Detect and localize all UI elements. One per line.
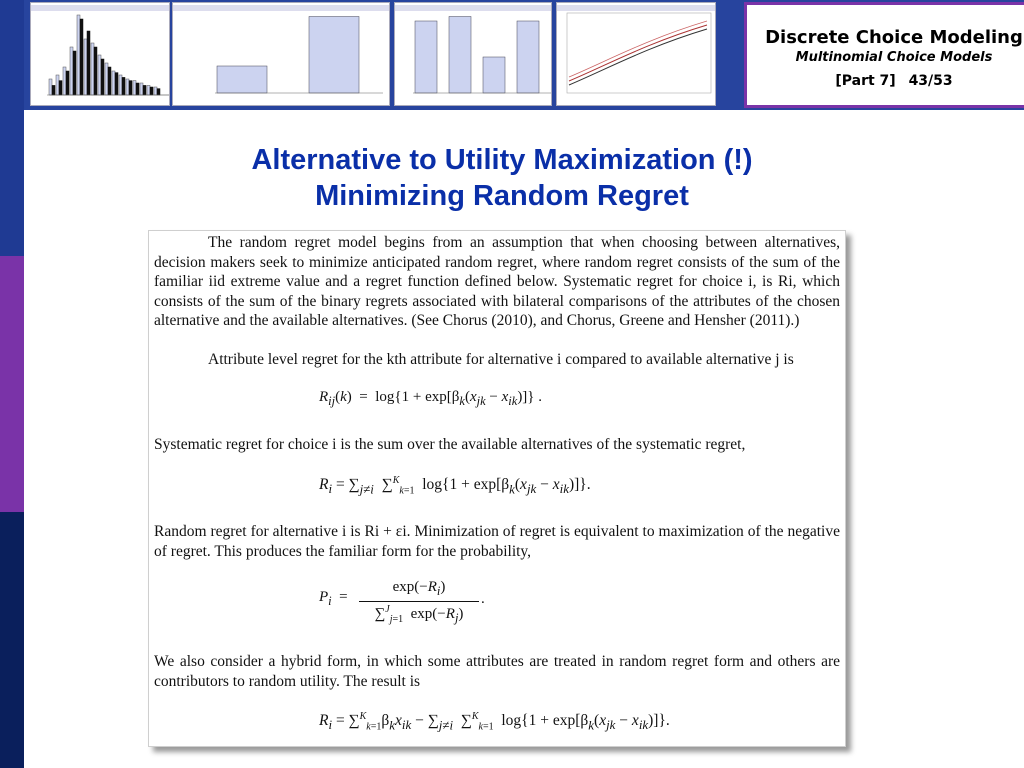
histogram-bar-light xyxy=(77,15,80,95)
histogram-bar-light xyxy=(63,67,66,95)
line-series xyxy=(569,29,707,85)
histogram-bar-dark xyxy=(122,77,125,95)
histogram-bar-dark xyxy=(143,85,146,95)
histogram-thumbnail xyxy=(30,2,170,106)
bar-chart-2-bar xyxy=(517,21,539,93)
header-band xyxy=(24,0,1024,110)
paragraph-random-regret: Random regret for alternative i is Ri + εi. Minimization of regret is equivalent to maximization of the negative of regret. This produces the familiar form for the probability, xyxy=(154,523,840,560)
left-stripe-blue xyxy=(0,0,24,256)
part-label: [Part 7] xyxy=(835,73,896,89)
thumbnail-title-bar xyxy=(31,5,169,11)
histogram-bar-dark xyxy=(52,85,55,95)
bar-chart-2-bar xyxy=(415,21,437,93)
histogram-bar-light xyxy=(133,81,136,95)
histogram-bar-light xyxy=(126,79,129,95)
line-series xyxy=(569,21,707,77)
bar-chart-1 xyxy=(173,3,389,105)
histogram-bar-dark xyxy=(66,71,69,95)
line-series xyxy=(569,25,707,81)
page-indicator xyxy=(747,73,1024,89)
histogram-bar-dark xyxy=(157,89,160,95)
histogram-bar-dark xyxy=(73,51,76,95)
bar-chart-2-bar xyxy=(449,17,471,94)
histogram-bar-dark xyxy=(59,81,62,95)
plot-frame xyxy=(567,13,711,93)
histogram-bar-dark xyxy=(136,83,139,95)
course-title-box xyxy=(744,2,1024,108)
course-title: Discrete Choice Modeling xyxy=(765,27,1023,48)
histogram-bar-light xyxy=(154,87,157,95)
bar-chart-thumbnail-2 xyxy=(394,2,552,106)
histogram-bar-light xyxy=(56,75,59,95)
histogram-bar-dark xyxy=(150,87,153,95)
slide-title xyxy=(150,142,854,214)
histogram-bar-dark xyxy=(129,81,132,95)
histogram-bar-dark xyxy=(87,31,90,95)
slide-title-line1: Alternative to Utility Maximization (!) xyxy=(251,144,753,176)
equation-attribute-regret: $R_{ij}(k) = \log\{1 + \exp[\beta_k(x_{jk} - x_{ik})]\}$ . xyxy=(319,389,543,408)
equation-hybrid: $R_i = \sum^K_{k=1}\beta_kx_{ik} - \sum_{j\ne i}$ ∑$^K_{k=1}$ $\log\{1 + \exp[\beta_k(x_{jk} - x_{ik})]\}$. xyxy=(319,711,670,733)
histogram-bar-dark xyxy=(94,47,97,95)
thumbnail-title-bar xyxy=(173,5,389,11)
equation-probability: $P_i$ = xyxy=(319,589,348,608)
fraction-bar xyxy=(359,601,479,602)
histogram-bar-light xyxy=(140,83,143,95)
left-stripe-navy xyxy=(0,512,24,768)
histogram-bar-light xyxy=(98,55,101,95)
histogram-bar-light xyxy=(119,75,122,95)
course-subtitle: Multinomial Choice Models xyxy=(795,50,993,65)
histogram-chart xyxy=(31,3,169,105)
line-plot xyxy=(557,3,715,105)
paragraph-systematic-regret: Systematic regret for choice i is the sum over the available alternatives of the systematic regret, xyxy=(154,436,746,453)
paragraph-intro: The random regret model begins from an assumption that when choosing between alternatives, decision makers seek to minimize anticipated random regret, where random regret consists of the sum of the familiar iid extreme value and a regret function defined below. Systematic regret for choice i, is Ri, which consists of the sum of the binary regrets associated with bilateral comparisons of the attributes of the chosen alternative and the available alternatives. (See Chorus (2010), and Chorus, Greene and Hensher (2011).) xyxy=(154,234,840,329)
thumbnail-title-bar xyxy=(557,5,715,11)
equation-systematic-regret: $R_i = \sum_{j\ne i}$ ∑$^K_{k=1}$ $\log\{1 + \exp[\beta_k(x_{jk} - x_{ik})]\}$. xyxy=(319,475,591,497)
histogram-bar-dark xyxy=(108,67,111,95)
document-excerpt xyxy=(148,230,846,747)
equation-end-period: . xyxy=(481,591,485,607)
histogram-bar-dark xyxy=(115,73,118,95)
slide-title-line2: Minimizing Random Regret xyxy=(315,180,689,212)
histogram-bar-light xyxy=(91,43,94,95)
fraction-denominator: ∑$^J_{j=1}$ $\exp(-R_j)$ xyxy=(374,604,464,625)
bar-chart-1-bar xyxy=(217,66,267,93)
histogram-bar-dark xyxy=(101,59,104,95)
histogram-bar-light xyxy=(105,63,108,95)
fraction-numerator: $\exp(-R_i)$ xyxy=(392,579,446,598)
paragraph-attribute-regret: Attribute level regret for the kth attribute for alternative i compared to available alternative j is xyxy=(208,351,794,368)
equation-probability-fraction xyxy=(359,579,479,626)
histogram-bar-light xyxy=(84,39,87,95)
line-plot-thumbnail xyxy=(556,2,716,106)
histogram-bar-dark xyxy=(80,19,83,95)
bar-chart-2-bar xyxy=(483,57,505,93)
histogram-bar-light xyxy=(147,85,150,95)
histogram-bar-light xyxy=(112,71,115,95)
thumbnail-title-bar xyxy=(395,5,551,11)
histogram-bar-light xyxy=(70,47,73,95)
page-number: 43/53 xyxy=(908,73,953,89)
bar-chart-1-bar xyxy=(309,17,359,94)
left-stripe-purple xyxy=(0,256,24,512)
bar-chart-thumbnail-1 xyxy=(172,2,390,106)
histogram-bar-light xyxy=(49,79,52,95)
bar-chart-2 xyxy=(395,3,551,105)
paragraph-hybrid: We also consider a hybrid form, in which some attributes are treated in random regret form and others are contributors to random utility. The result is xyxy=(154,653,840,690)
